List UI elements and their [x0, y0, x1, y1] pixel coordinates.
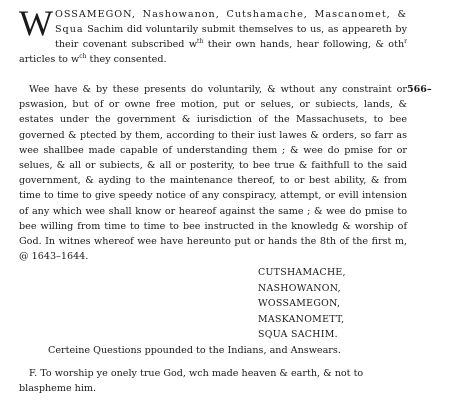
questions-heading: Certeine Questions ppounded to the Indians, and Answears. — [48, 345, 341, 356]
intro-first-line: OSSAMEGON, Nashowanon, Cutshamache, Mascanomet, & Squa — [54, 9, 407, 35]
intro-sup-c: ch — [79, 52, 87, 60]
signature-line: CUTSHAMACHE, — [258, 267, 346, 278]
drop-cap: W — [19, 3, 53, 43]
signature-line: NASHOWANON, — [258, 282, 341, 294]
question-item-f: F. To worship ye onely true God, wch made heaven & earth, & not to blaspheme him. — [19, 368, 364, 394]
intro-sup-b: r — [404, 37, 407, 45]
intro-text-c: articles to w — [19, 54, 80, 65]
intro-text-d: they consented. — [86, 54, 167, 65]
covenant-text: Wee have & by these presents do voluntarily, & wthout any constraint or pswasion, but of or owne free motion, put or selues, or subiects, lands, & estates under the government & iurisdiction of the Massachusets, to bee governed & ptected by them, according to their iust lawes & orders, so farr as wee shallbee made capable of understanding them ; & wee do pmise for or selues, & all or subiects, & all or posterity, to bee true & faithfull to the said government, & ayding to the maintenance thereof, to or best ability, & from time to time to give speedy notice of any conspiracy, attempt, or evill intension of any which wee shall know or heareof against the same ; & wee do pmise to bee willing from time to time to bee instructed in the knowledg & worship of God. In witnes whereof wee have hereunto put or hands the 8th of the first m, @ 1643–1644. — [19, 84, 407, 263]
margin-page-number: 566– — [407, 84, 432, 95]
signature-line: SQUA SACHIM. — [258, 329, 338, 341]
intro-sup-a: th — [197, 37, 204, 45]
signature-list — [258, 265, 346, 343]
covenant-paragraph — [19, 82, 407, 264]
signature-line: MASKANOMETT, — [258, 313, 345, 325]
intro-text-b: their own hands, hear following, & oth — [203, 39, 405, 50]
signature-line: WOSSAMEGON, — [258, 298, 341, 310]
intro-paragraph — [19, 3, 407, 67]
intro-text-a: Sachim did voluntarily submit themselves to us, as appeareth by their covenant subscribed w — [54, 24, 407, 50]
